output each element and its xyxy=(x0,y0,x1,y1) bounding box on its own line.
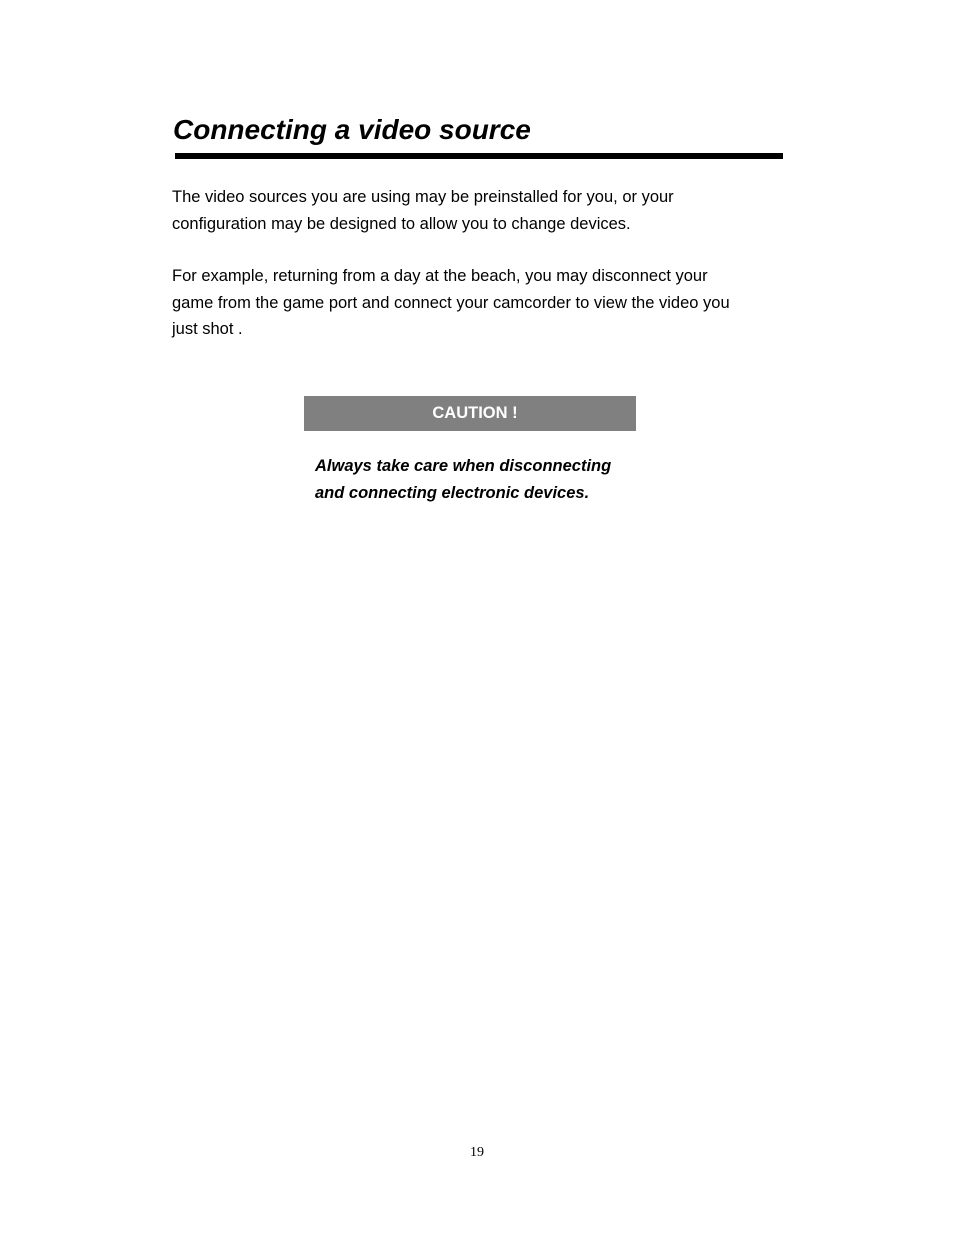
intro-paragraph-line-2: configuration may be designed to allow you to change devices. xyxy=(172,214,631,233)
caution-banner: CAUTION ! xyxy=(304,396,636,431)
caution-message-line-2: and connecting electronic devices. xyxy=(315,484,590,502)
example-paragraph-line-1: For example, returning from a day at the beach, you may disconnect your xyxy=(172,267,708,285)
example-paragraph xyxy=(172,263,782,343)
example-paragraph-line-2: game from the game port and connect your camcorder to view the video you xyxy=(172,293,730,312)
intro-paragraph xyxy=(172,184,782,237)
example-paragraph-line-3: just shot . xyxy=(172,320,243,338)
caution-message-line-1: Always take care when disconnecting xyxy=(315,457,612,475)
page-title: Connecting a video source xyxy=(173,114,531,145)
title-underline-rule xyxy=(175,153,783,159)
page-number: 19 xyxy=(470,1145,484,1160)
caution-message xyxy=(315,453,645,507)
intro-paragraph-line-1: The video sources you are using may be preinstalled for you, or your xyxy=(172,188,674,206)
